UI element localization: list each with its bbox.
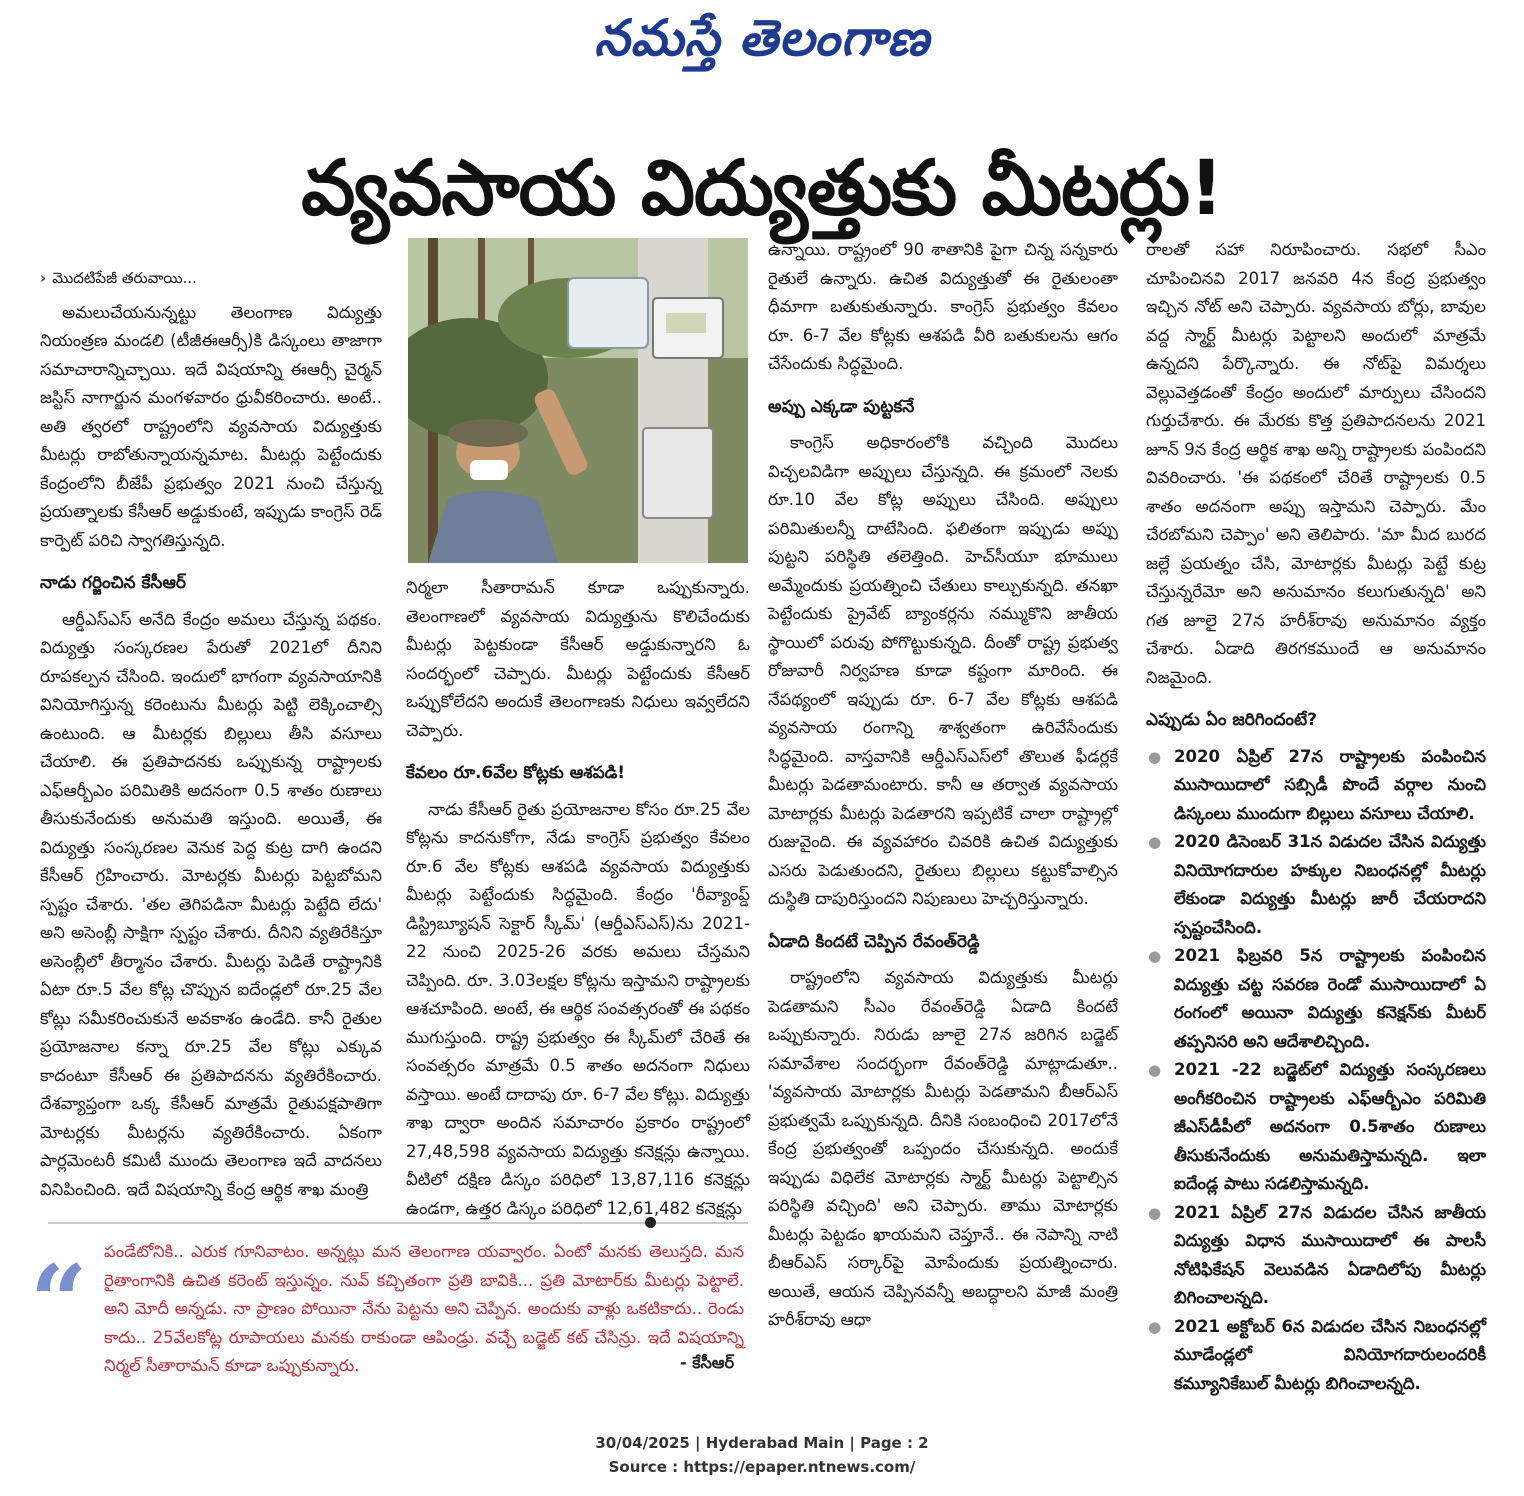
continued-label: మొదటిపేజీ తరువాయి... [52, 269, 197, 287]
continued-marker [40, 264, 382, 293]
paragraph: రాలతో సహా నిరూపించారు. సభలో సీఎం చూపించినవి 2017 జనవరి 4న కేంద్ర ప్రభుత్వం ఇచ్చిన నోట్ అని చెప్పారు. వ్యవసాయ బోర్లు, బావుల వద్ద స్మార్ట్ మీటర్లు పెట్టాలని అందులో మాత్రమే ఉన్నదని పేర్కొన్నారు. ఈ నోట్‌పై విమర్శలు వెల్లువెత్తడంతో కేంద్రం అందులో మార్పులు చేసిందని గుర్తుచేశారు. ఈ మేరకు కొత్త ప్రతిపాదనలను 2021 జూన్ 9న కేంద్ర ఆర్థిక శాఖ అన్ని రాష్ట్రాలకు పంపిందని వివరించారు. 'ఈ పథకంలో చేరితే రాష్ట్రాలకు 0.5 శాతం అదనంగా అప్పు ఇస్తామని చెప్పారు. మేం చేరబోమని చెప్పాం' అని తెలిపారు. 'మా మీద బురద జల్లే ప్రయత్నం చేసి, మోటార్లకు మీటర్లు పెట్టే కుట్ర చేస్తున్నరేమో అని అనుమానం కలుగుతున్నది' అని గత జూలై 27న హరీశ్‌రావు అనుమానం వ్యక్తం చేశారు. ఏడాది తిరగకముందే ఆ అనుమానం నిజమైంది. [1146, 240, 1486, 687]
quote-divider-dot [645, 1217, 656, 1228]
subheading: అప్పు ఎక్కడా పుట్టకనే [768, 396, 915, 417]
pull-quote: పండేటోనికి.. ఎరుక గూనివాటం. అన్నట్లు మన తెలంగాణ యవ్వారం. ఏంటో మనకు తెలుస్తది. మన రైతాంగానికి ఉచిత కరెంట్ ఇస్తున్నం. నువ్ కచ్చితంగా ప్రతి బావికి... ప్రతి మోటార్‌కు మీటర్లు పెట్టాలే. అని మోదీ అన్నడు. నా ప్రాణం పోయినా నేను పెట్టను అని చెప్పిన. అందుకు వాళ్లు ఒకటికాదు.. రెండు కాదు.. 25వేలకోట్ల రూపాయలు మనకు రాకుండా ఆపిండ్రు. వచ్చే బడ్జెట్ కట్ చేసిన్రు. ఇదే విషయాన్ని నిర్మల్ సీతారామన్ కూడా ఒప్పుకున్నారు. [104, 1242, 744, 1376]
timeline-item: ● 2021 ఫిబ్రవరి 5న రాష్ట్రాలకు పంపించిన విద్యుత్తు చట్ట సవరణ రెండో ముసాయిదాలో ఏ రంగంలో అయినా విద్యుత్తు కనెక్షన్‌కు మీటర్ తప్పనిసరి అని ఆదేశాలిచ్చింది. [1146, 942, 1486, 1056]
timeline-item: ● 2021 ఏప్రిల్ 27న విడుదల చేసిన జాతీయ విద్యుత్తు విధాన ముసాయిదాలో ఈ పాలసీ నోటిఫికేషన్ వెలువడిన ఏడాదిలోపు మీటర్లు బిగించాలన్నది. [1146, 1199, 1486, 1313]
page-headline: వ్యవసాయ విద్యుత్తుకు మీటర్లు! [301, 143, 1223, 232]
subheading: నాడు గర్జించిన కేసీఆర్ [40, 573, 186, 593]
paragraph: ఉన్నాయి. రాష్ట్రంలో 90 శాతానికి పైగా చిన్న సన్నకారు రైతులే ఉన్నారు. ఉచిత విద్యుత్తుతో ఈ రైతులంతా ధీమాగా బతుకుతున్నారు. కాంగ్రెస్ ప్రభుత్వం కేవలం రూ. 6-7 వేల కోట్లకు ఆశపడి వీరి బతుకులను ఆగం చేసేందుకు సిద్ధమైంది. [768, 240, 1118, 373]
quote-divider [48, 1222, 748, 1224]
paragraph: నాడు కేసీఆర్ రైతు ప్రయోజనాల కోసం రూ.25 వేల కోట్లను కాదనుకోగా, నేడు కాంగ్రెస్ ప్రభుత్వం కేవలం రూ.6 వేల కోట్లకు ఆశపడి వ్యవసాయ విద్యుత్తుకు మీటర్లు పెట్టేందుకు సిద్ధమైంది. కేంద్రం 'రీవ్యాంప్డ్ డిస్ట్రిబ్యూషన్ సెక్టార్ స్కీమ్' (ఆర్డీఎస్ఎస్)ను 2021-22 నుంచి 2025-26 వరకు అమలు చేస్తమని చెప్పింది. రూ. 3.03లక్షల కోట్లను ఇస్తామని రాష్ట్రాలకు ఆశచూపింది. అంటే, ఈ ఆర్థిక సంవత్సరంతో ఈ పథకం ముగుస్తుంది. రాష్ట్ర ప్రభుత్వం ఈ స్కీమ్‌లో చేరితే ఈ సంవత్సరం మాత్రమే 0.5 శాతం అదనంగా నిధులు వస్తాయి. అంటే దాదాపు రూ. 6-7 వేల కోట్లు. విద్యుత్తు శాఖ ద్వారా అందిన సమాచారం ప్రకారం రాష్ట్రంలో 27,48,598 వ్యవసాయ విద్యుత్తు కనెక్షన్లు ఉన్నాయి. వీటిలో దక్షిణ డిస్కం పరిధిలో 13,87,116 కనెక్షన్లు ఉండగా, ఉత్తర డిస్కం పరిధిలో 12,61,482 కనెక్షన్లు [406, 799, 750, 1218]
subheading: కేవలం రూ.6వేల కోట్లకు ఆశపడి! [406, 763, 626, 783]
timeline-item: ● 2021 అక్టోబర్ 6న విడుదల చేసిన నిబంధనల్లో మూడేండ్లలో వినియోగదారులందరికీ కమ్యూనికేబుల్ మీటర్లు బిగించాలన్నది. [1146, 1313, 1486, 1399]
photo-illustration [408, 238, 748, 563]
farmer-meter-photo [408, 238, 748, 563]
subheading: ఏడాది కిందటే చెప్పిన రేవంత్‌రెడ్డి [768, 931, 980, 952]
footer-edition-info: 30/04/2025 | Hyderabad Main | Page : 2 [595, 1434, 929, 1452]
subheading: ఎప్పుడు ఏం జరిగిందంటే? [1146, 710, 1318, 730]
timeline-item: ● 2021 -22 బడ్జెట్‌లో విద్యుత్తు సంస్కరణలు అంగీకరించిన రాష్ట్రాలకు ఎఫ్ఆర్బీఎం పరిమితి జీఎస్‌డీపీలో అదనంగా 0.5శాతం రుణాలు తీసుకునేందుకు అనుమతిస్తామన్నది. ఇలా ఐదేండ్ల పాటు సడలిస్తామన్నది. [1146, 1056, 1486, 1199]
paragraph: ఆర్డీఎస్ఎస్ అనేది కేంద్రం అమలు చేస్తున్న పథకం. విద్యుత్తు సంస్కరణల పేరుతో 2021లో దీనిని రూపకల్పన చేసింది. ఇందులో భాగంగా వ్యవసాయానికి వినియోగిస్తున్న కరెంటును మీటర్లు పెట్టి లెక్కించాల్సి ఉంటుంది. ఆ మీటర్లకు బిల్లులు తీసి వసూలు చేయాలి. ఈ ప్రతిపాదనకు ఒప్పుకున్న రాష్ట్రాలకు ఎఫ్ఆర్బీఎం పరిమితికి అదనంగా 0.5 శాతం రుణాలు తీసుకునేందుకు అనుమతి ఇస్తుంది. అయితే, ఈ విద్యుత్తు సంస్కరణల వెనుక పెద్ద కుట్ర దాగి ఉందని కేసీఆర్ గ్రహించారు. మోటర్లకు మీటర్లు పెట్టబోమని స్పష్టం చేశారు. 'తల తెగిపడినా మీటర్లు పెట్టేది లేదు' అని అసెంబ్లీ సాక్షిగా స్పష్టం చేశారు. దీనిని వ్యతిరేకిస్తూ అసెంబ్లీలో తీర్మానం చేశారు. మీటర్లు పెడితే రాష్ట్రానికి ఏటా రూ.5 వేల కోట్ల చొప్పున ఐదేండ్లలో రూ.25 వేల కోట్లు సమీకరించుకునే అవకాశం ఉండేది. కానీ రైతుల ప్రయోజనాల కన్నా రూ.25 వేల కోట్లు ఎక్కువ కాదంటూ కేసీఆర్ ఈ ప్రతిపాదనను వ్యతిరేకించారు. దేశవ్యాప్తంగా ఒక్క కేసీఆర్ మాత్రమే రైతుపక్షపాతిగా మోటర్లకు మీటర్లను వ్యతిరేకించారు. ఏకంగా పార్లమెంటరీ కమిటీ ముందు తెలంగాణ ఇదే వాదనలు వినిపించింది. ఇదే విషయాన్ని కేంద్ర ఆర్థిక శాఖ మంత్రి [40, 609, 382, 1199]
timeline-item: ● 2020 డిసెంబర్ 31న విడుదల చేసిన విద్యుత్తు వినియోగదారుల హక్కుల నిబంధనల్లో మీటర్లు లేకుండా విద్యుత్తు మీటర్లు జారీ చేయరాదని స్పష్టంచేసింది. [1146, 828, 1486, 942]
article-column-2 [406, 574, 750, 1223]
article-column-4 [1146, 236, 1486, 1398]
article-column-1 [40, 264, 382, 1204]
timeline-item: ● 2020 ఏప్రిల్ 27న రాష్ట్రాలకు పంపించిన ముసాయిదాలో సబ్సిడీ పొందే వర్గాల నుంచి డిస్కంలు ముందుగా బిల్లులు వసూలు చేయాలి. [1146, 743, 1486, 829]
paragraph: అమలుచేయనున్నట్టు తెలంగాణ విద్యుత్తు నియంత్రణ మండలి (టీజీఈఆర్సీ)కి డిస్కంలు తాజాగా సమాచారాన్నిచ్చాయి. ఇదే విషయాన్ని ఈఆర్సీ చైర్మన్ జస్టిస్ నాగార్జున మంగళవారం ధ్రువీకరించారు. అంటే.. అతి త్వరలో రాష్ట్రంలోని వ్యవసాయ విద్యుత్తుకు మీటర్లు రాబోతున్నాయన్నమాట. మీటర్లు పెట్టేందుకు కేంద్రంలోని బీజేపీ ప్రభుత్వం 2021 నుంచి చేస్తున్న ప్రయత్నాలకు కేసీఆర్ అడ్డుకుంటే, ఇప్పుడు కాంగ్రెస్ రెడ్ కార్పెట్ పరిచి స్వాగతిస్తున్నది. [40, 302, 382, 550]
masthead-logo: నమస్తే తెలంగాణ [594, 8, 930, 67]
chevron-right-icon: › [40, 269, 47, 287]
paragraph: కాంగ్రెస్ అధికారంలోకి వచ్చింది మొదలు విచ్చలవిడిగా అప్పులు చేస్తున్నది. ఈ క్రమంలో నెలకు రూ.10 వేల కోట్ల అప్పులు చేసింది. అప్పులు పరిమితులన్నీ దాటేసింది. ఫలితంగా ఇప్పుడు అప్పు పుట్టని పరిస్థితి తలెత్తింది. హెచ్‌సీయూ భూములు అమ్మేందుకు ప్రయత్నించి చేతులు కాల్చుకున్నది. తనఖా పెట్టేందుకు ప్రైవేట్ బ్యాంకర్లను నమ్ముకొని జాతీయ స్థాయిలో పరువు పోగొట్టుకున్నది. దీంతో రాష్ట్ర ప్రభుత్వ రోజువారీ నిర్వహణ కూడా కష్టంగా మారింది. ఈ నేపథ్యంలో ఇప్పుడు రూ. 6-7 వేల కోట్లకు ఆశపడి వ్యవసాయ రంగాన్ని శాశ్వతంగా ఉరివేసేందుకు సిద్ధమైంది. వాస్తవానికి ఆర్డీఎస్ఎస్‌లో తొలుత ఫీడర్లకే మీటర్లు పెడతామంటారు. కానీ ఆ తర్వాత వ్యవసాయ మోటార్లకు మీటర్లు పెడతారని ఇప్పటికే చాలా రాష్ట్రాల్లో రుజువైంది. ఈ వ్యవహారం చివరికి ఉచిత విద్యుత్తుకు ఎసరు పెడుతుందని, రైతులు బిల్లులు కట్టుకోవాల్సిన దుస్థితి దాపురిస్తుందని నిపుణులు హెచ్చరిస్తున్నారు. [768, 433, 1118, 908]
footer-source: Source : https://epaper.ntnews.com/ [608, 1458, 916, 1476]
quote-mark-icon: “ [30, 1243, 88, 1361]
paragraph: రాష్ట్రంలోని వ్యవసాయ విద్యుత్తుకు మీటర్లు పెడతామని సీఎం రేవంత్‌రెడ్డి ఏడాది కిందటే ఒప్పుకున్నారు. నిరుడు జూలై 27న జరిగిన బడ్జెట్ సమావేశాల సందర్భంగా రేవంత్‌రెడ్డి మాట్లాడుతూ.. 'వ్యవసాయ మోటార్లకు మీటర్లు పెడతామని బీఆర్ఎస్ ప్రభుత్వమే ఒప్పుకున్నది. దీనికి సంబంధించి 2017లోనే కేంద్ర ప్రభుత్వంతో ఒప్పందం చేసుకున్నది. అందుకే ఇప్పుడు విధిలేక మోటార్లకు స్మార్ట్ మీటర్లు పెట్టాల్సిన పరిస్థితి వచ్చింది' అని చెప్పారు. తాము మోటార్లకు మీటర్లు పెట్టడం ఖాయమని చెప్తూనే.. ఈ నెపాన్ని నాటి బీఆర్ఎస్ సర్కార్‌పై మోపేందుకు ప్రయత్నించారు. అయితే, ఆయన చెప్పినవన్నీ అబద్ధాలని మాజీ మంత్రి హరీశ్‌రావు ఆధా [768, 968, 1118, 1329]
article-column-3 [768, 236, 1118, 1335]
quote-attribution: - కేసీఆర్ [680, 1353, 735, 1372]
timeline-list [1146, 743, 1486, 1399]
paragraph: నిర్మలా సీతారామన్ కూడా ఒప్పుకున్నారు. తెలంగాణలో వ్యవసాయ విద్యుత్తును కొలిచేందుకు మీటర్లు పెట్టకుండా కేసీఆర్ అడ్డుకున్నారని ఓ సందర్భంలో చెప్పారు. మీటర్లు పెట్టేందుకు కేసీఆర్ ఒప్పుకోలేదని అందుకే తెలంగాణకు నిధులు ఇవ్వలేదని చెప్పారు. [406, 578, 750, 740]
